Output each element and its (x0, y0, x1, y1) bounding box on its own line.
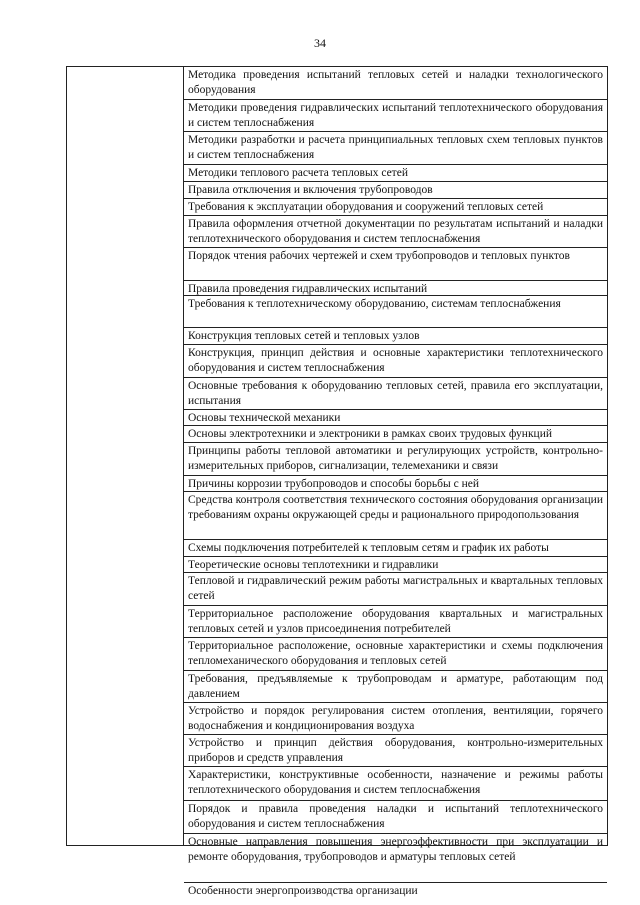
table-row: Тепловой и гидравлический режим работы магистральных и квартальных тепловых сетей (184, 573, 607, 606)
table-row: Средства контроля соответствия технического состояния оборудования организации требованиям охраны окружающей среды и рационального природопользования (184, 492, 607, 540)
table-row: Основы технической механики (184, 410, 607, 426)
table-row: Особенности энергопроизводства организации (188, 885, 418, 897)
table-row: Теоретические основы теплотехники и гидравлики (184, 557, 607, 573)
table-row: Правила проведения гидравлических испытаний (184, 281, 607, 296)
table-row: Методики разработки и расчета принципиальных тепловых схем тепловых пунктов и систем теплоснабжения (184, 132, 607, 165)
table-row: Схемы подключения потребителей к тепловым сетям и график их работы (184, 540, 607, 557)
table-left-column (67, 67, 184, 845)
table-row: Правила оформления отчетной документации по результатам испытаний и наладки теплотехнического оборудования и систем теплоснабжения (184, 216, 607, 248)
table-row: Требования, предъявляемые к трубопроводам и арматуре, работающим под давлением (184, 671, 607, 703)
table-row: Основные требования к оборудованию тепловых сетей, правила его эксплуатации, испытания (184, 378, 607, 410)
table-row: Основы электротехники и электроники в рамках своих трудовых функций (184, 426, 607, 443)
table-row: Устройство и порядок регулирования систем отопления, вентиляции, горячего водоснабжения и кондиционирования воздуха (184, 703, 607, 735)
table-row: Территориальное расположение, основные характеристики и схемы подключения тепломеханического оборудования и тепловых сетей (184, 638, 607, 671)
table-row: Устройство и принцип действия оборудования, контрольно-измерительных приборов и средств управления (184, 735, 607, 767)
table-row: Причины коррозии трубопроводов и способы борьбы с ней (184, 476, 607, 492)
table-row: Методики теплового расчета тепловых сетей (184, 165, 607, 182)
table-row: Принципы работы тепловой автоматики и регулирующих устройств, контрольно-измерительных приборов, сигнализации, телемеханики и связи (184, 443, 607, 476)
table-row: Порядок чтения рабочих чертежей и схем трубопроводов и тепловых пунктов (184, 248, 607, 281)
table-row: Методика проведения испытаний тепловых сетей и наладки технологического оборудования (184, 67, 607, 100)
table-row: Правила отключения и включения трубопроводов (184, 182, 607, 199)
table-row: Основные направления повышения энергоэффективности при эксплуатации и ремонте оборудования, трубопроводов и арматуры тепловых сетей (184, 834, 607, 883)
table-right-column (184, 67, 607, 897)
table-row: Территориальное расположение оборудования квартальных и магистральных тепловых сетей и узлов присоединения потребителей (184, 606, 607, 638)
table-row: Конструкция, принцип действия и основные характеристики теплотехнического оборудования и систем теплоснабжения (184, 345, 607, 378)
table-row: Требования к теплотехническому оборудованию, системам теплоснабжения (184, 296, 607, 328)
table-row: Конструкция тепловых сетей и тепловых узлов (184, 328, 607, 345)
table-row: Характеристики, конструктивные особенности, назначение и режимы работы теплотехнического оборудования и систем теплоснабжения (184, 767, 607, 801)
table-row: Методики проведения гидравлических испытаний теплотехнического оборудования и систем теплоснабжения (184, 100, 607, 132)
requirements-table (66, 66, 608, 897)
table-row: Требования к эксплуатации оборудования и сооружений тепловых сетей (184, 199, 607, 216)
page-number: 34 (314, 36, 326, 50)
table-row: Порядок и правила проведения наладки и испытаний теплотехнического оборудования и систем теплоснабжения (184, 801, 607, 834)
